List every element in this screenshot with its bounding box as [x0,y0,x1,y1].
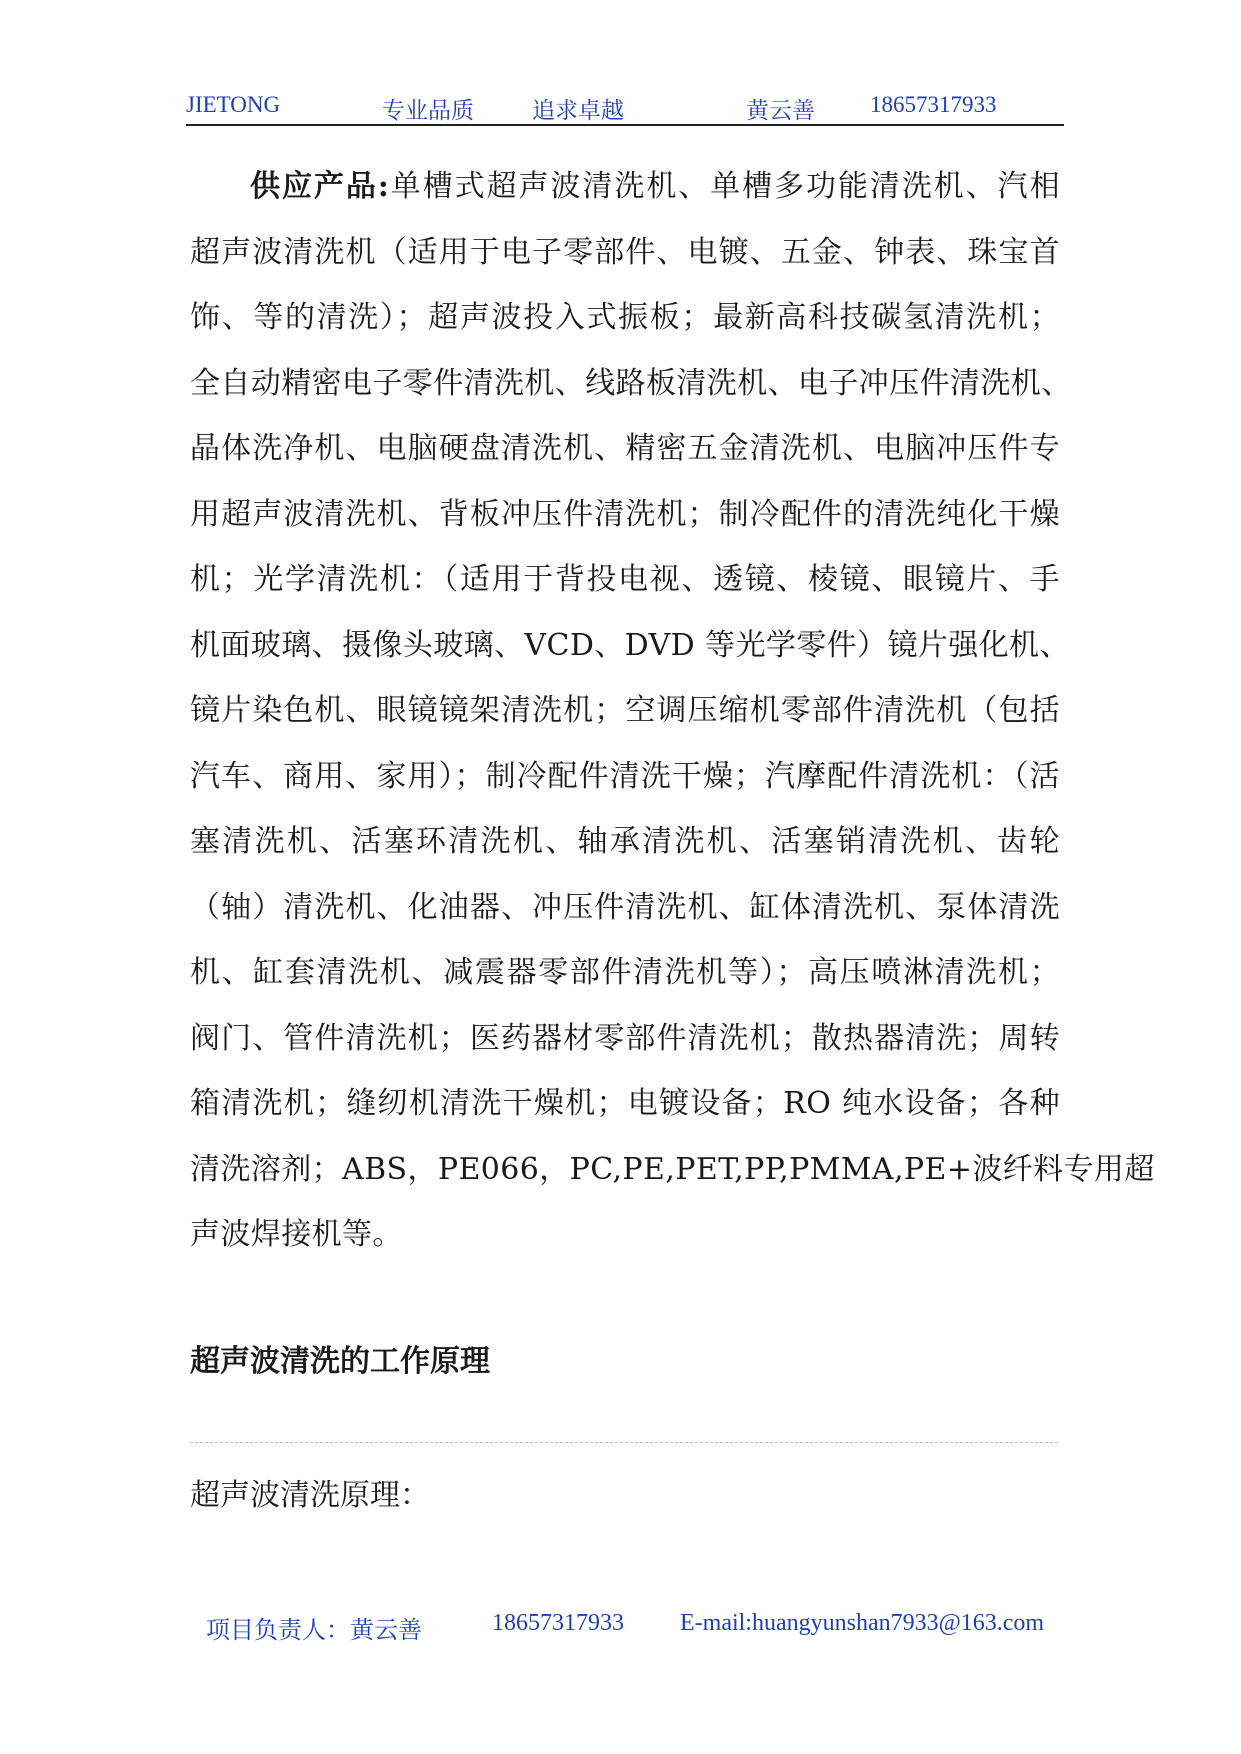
supply-products-paragraph [190,154,1155,1268]
paragraph-line: 机；光学清洗机：（适用于背投电视、透镜、棱镜、眼镜片、手 [190,562,1060,597]
paragraph-line: 饰、等的清洗）；超声波投入式振板；最新高科技碳氢清洗机； [190,300,1060,335]
paragraph-line: 机、缸套清洗机、减震器零部件清洗机等）；高压喷淋清洗机； [190,955,1060,990]
header-slogan-excellence: 追求卓越 [532,98,624,123]
paragraph-line: 阀门、管件清洗机；医药器材零部件清洗机；散热器清洗；周转 [190,1020,1060,1056]
header-slogan-quality: 专业品质 [382,98,474,123]
paragraph-line: 箱清洗机；缝纫机清洗干燥机；电镀设备；RO 纯水设备；各种 [190,1086,1060,1121]
paragraph-line: 镜片染色机、眼镜镜架清洗机；空调压缩机零部件清洗机（包括 [190,693,1060,728]
page-header [186,88,1064,126]
paragraph-line: 机面玻璃、摄像头玻璃、VCD、DVD 等光学零件）镜片强化机、 [190,627,1070,663]
paragraph-line: 晶体洗净机、电脑硬盘清洗机、精密五金清洗机、电脑冲压件专 [190,431,1060,466]
supply-label: 供应产品: [250,169,390,204]
header-phone: 18657317933 [870,92,997,117]
section-subtitle: 超声波清洗原理： [190,1478,430,1513]
paragraph-line: （轴）清洗机、化油器、冲压件清洗机、缸体清洗机、泵体清洗 [190,889,1060,925]
header-contact-name: 黄云善 [746,98,815,123]
header-brand: JIETONG [186,92,281,117]
paragraph-line: 塞清洗机、活塞环清洗机、轴承清洗机、活塞销清洗机、齿轮 [190,824,1060,859]
page-footer [206,1610,1076,1650]
paragraph-line-text: 单槽式超声波清洗机、单槽多功能清洗机、汽相 [389,169,1061,204]
footer-email: E-mail:huangyunshan7933@163.com [680,1610,1045,1636]
paragraph-line: 清洗溶剂；ABS，PE066，PC,PE,PET,PP,PMMA,PE+波纤料专用超 [190,1151,1155,1187]
paragraph-line: 汽车、商用、家用）；制冷配件清洗干燥；汽摩配件清洗机：（活 [190,758,1060,794]
paragraph-line: 超声波清洗机（适用于电子零部件、电镀、五金、钟表、珠宝首 [190,234,1060,270]
section-title: 超声波清洗的工作原理 [190,1344,490,1379]
paragraph-line [190,154,1060,220]
paragraph-line: 声波焊接机等。 [190,1217,403,1252]
dotted-divider [190,1442,1058,1443]
paragraph-line: 用超声波清洗机、背板冲压件清洗机；制冷配件的清洗纯化干燥 [190,496,1060,532]
footer-contact: 项目负责人：黄云善 [206,1618,422,1644]
paragraph-line: 全自动精密电子零件清洗机、线路板清洗机、电子冲压件清洗机、 [190,365,1072,401]
footer-phone: 18657317933 [492,1610,624,1636]
